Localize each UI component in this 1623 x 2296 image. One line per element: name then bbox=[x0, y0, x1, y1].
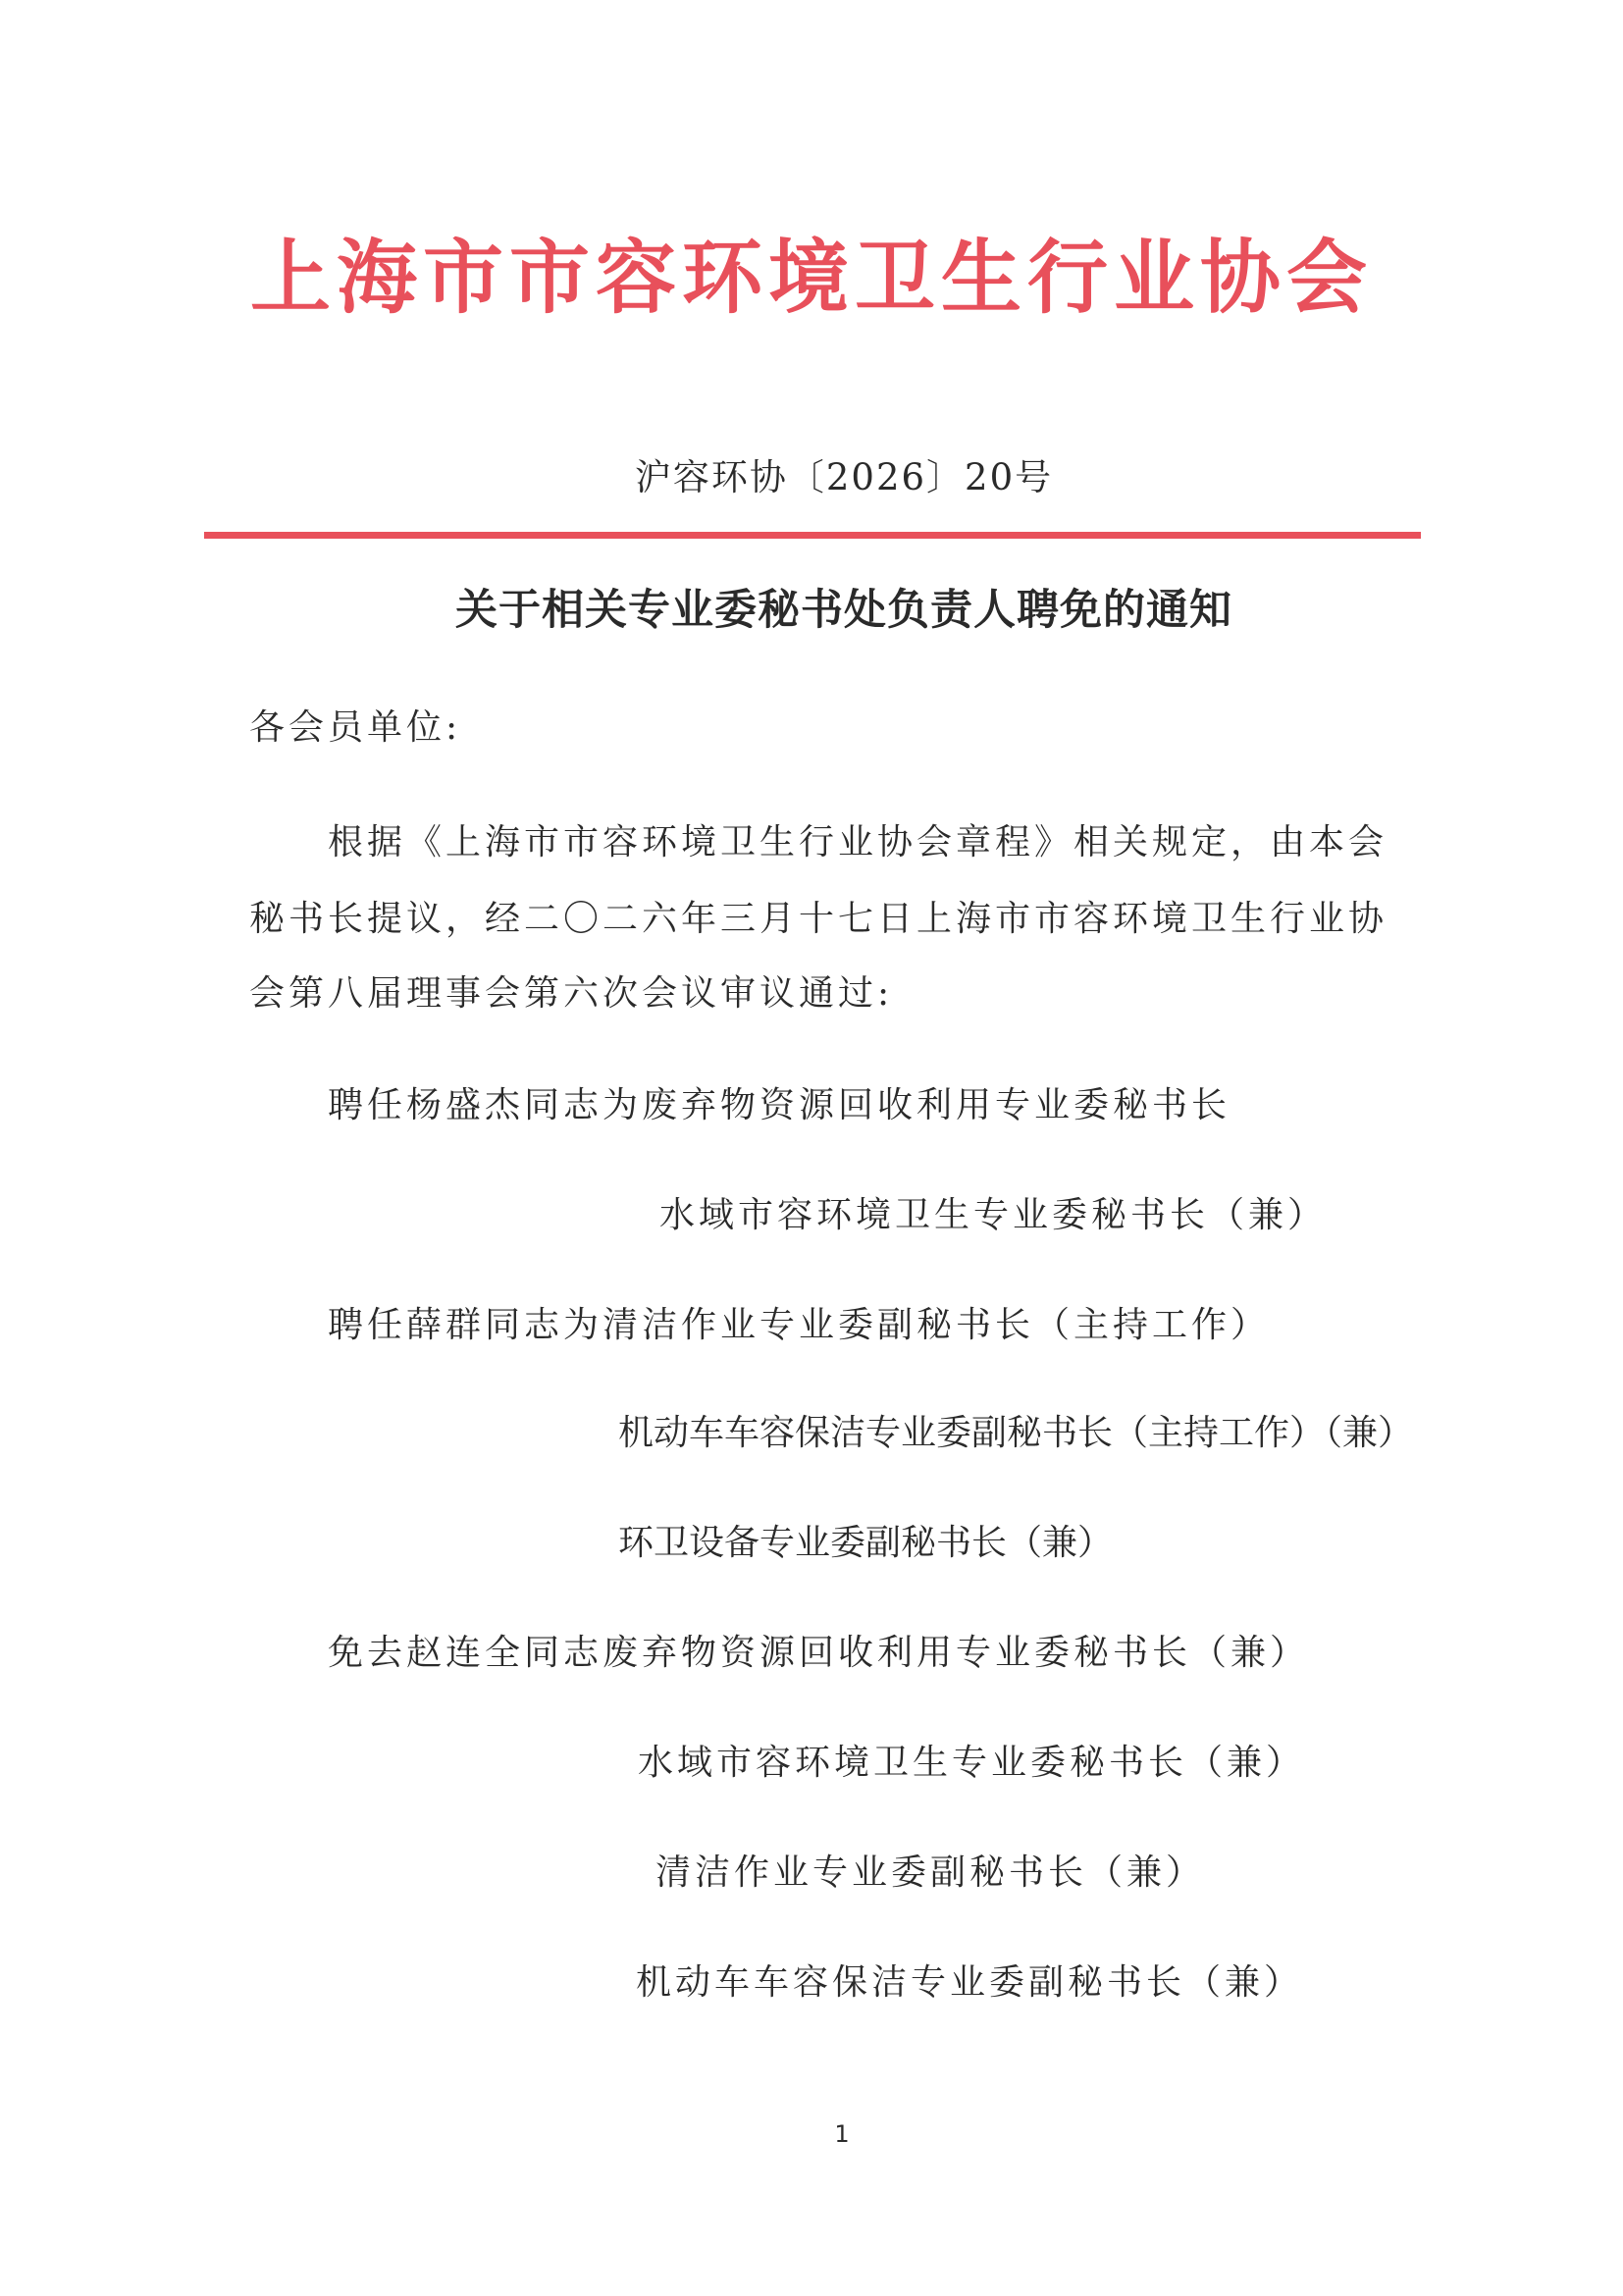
appointment-line-2: 水域市容环境卫生专业委秘书长（兼） bbox=[659, 1195, 1328, 1235]
dismissal-line-1: 免去赵连全同志废弃物资源回收利用专业委秘书长（兼） bbox=[328, 1633, 1310, 1673]
red-divider-rule bbox=[204, 532, 1421, 539]
body-line-3: 会第八届理事会第六次会议审议通过: bbox=[249, 973, 894, 1014]
dismissal-line-4: 机动车车容保洁专业委副秘书长（兼） bbox=[636, 1962, 1304, 2003]
appointment-line-1: 聘任杨盛杰同志为废弃物资源回收利用专业委秘书长 bbox=[328, 1085, 1231, 1125]
notice-title: 关于相关专业委秘书处负责人聘免的通知 bbox=[455, 586, 1232, 635]
page-number: 1 bbox=[834, 2120, 850, 2148]
appointment-line-5: 环卫设备专业委副秘书长（兼） bbox=[618, 1523, 1114, 1563]
body-line-1: 根据《上海市市容环境卫生行业协会章程》相关规定，由本会 bbox=[328, 822, 1388, 862]
body-line-2: 秘书长提议，经二〇二六年三月十七日上海市市容环境卫生行业协 bbox=[249, 899, 1388, 939]
letterhead-title: 上海市市容环境卫生行业协会 bbox=[249, 231, 1373, 325]
salutation: 各会员单位: bbox=[249, 707, 462, 748]
appointment-line-4: 机动车车容保洁专业委副秘书长（主持工作）（兼） bbox=[618, 1413, 1414, 1453]
document-number: 沪容环协〔2026〕20号 bbox=[634, 456, 1054, 498]
appointment-line-3: 聘任薛群同志为清洁作业专业委副秘书长（主持工作） bbox=[328, 1305, 1271, 1345]
dismissal-line-2: 水域市容环境卫生专业委秘书长（兼） bbox=[638, 1743, 1306, 1783]
dismissal-line-3: 清洁作业专业委副秘书长（兼） bbox=[655, 1852, 1206, 1893]
